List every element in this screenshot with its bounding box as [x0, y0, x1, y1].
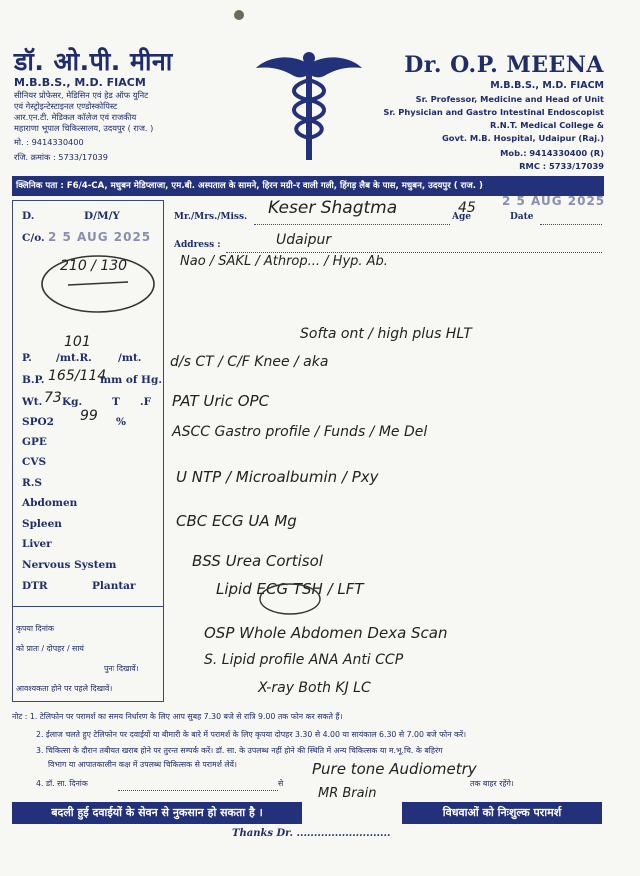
- hand-line-3: d/s CT / C/F Knee / aka: [170, 354, 329, 370]
- hand-line-5: ASCC Gastro profile / Funds / Me Del: [172, 424, 428, 440]
- show-again-text: पुनः दिखावें।: [104, 664, 139, 673]
- label-spo2: SPO2: [22, 416, 54, 428]
- hand-line-14: MR Brain: [318, 786, 377, 801]
- need-earlier-text: आवश्यकता होने पर पहले दिखावें।: [16, 684, 113, 693]
- label-f: .F: [140, 396, 152, 408]
- hand-line-11: S. Lipid profile ANA Anti CCP: [204, 652, 404, 668]
- note-4b: से: [278, 779, 284, 788]
- hand-line-9: Lipid ECG TSH / LFT: [216, 580, 364, 598]
- patient-age-value: 45: [458, 200, 476, 216]
- label-d: D.: [22, 210, 35, 222]
- label-t: T: [112, 396, 120, 408]
- label-co: C/o.: [22, 232, 45, 244]
- label-plantar: Plantar: [92, 580, 136, 592]
- degree-hindi: M.B.B.S., M.D. FIACM: [14, 76, 146, 89]
- label-wt-unit: Kg.: [62, 396, 83, 408]
- english-line-3: R.N.T. Medical College &: [490, 120, 604, 130]
- left-panel-divider: [12, 606, 164, 607]
- english-line-4: Govt. M.B. Hospital, Udaipur (Raj.): [441, 133, 604, 143]
- note-4a: 4. डॉ. सा. दिनांक: [36, 779, 88, 788]
- label-dmy: D/M/Y: [84, 210, 120, 222]
- label-age: Age: [452, 212, 472, 222]
- visit-time-text: को प्रातः / दोपहर / सायं: [16, 644, 84, 653]
- hindi-mobile: मो. : 9414330400: [14, 137, 84, 147]
- hand-line-2: Softa ont / high plus HLT: [300, 326, 472, 342]
- caduceus-logo: [254, 44, 364, 164]
- patient-name-line: [254, 224, 450, 225]
- hindi-line-2: एवं गेस्ट्रोइन्टेस्टाइनल एण्डोस्कोपिस्ट: [14, 101, 118, 111]
- hand-line-12: X-ray Both KJ LC: [258, 680, 371, 696]
- date-line: [540, 224, 602, 225]
- note-3b: विभाग या आपातकालीन कक्ष में उपलब्ध चिकित्सक से परामर्श लेवें।: [48, 760, 237, 769]
- address-value: Udaipur: [276, 232, 332, 248]
- hindi-reg: रजि. क्रमांक : 5733/17039: [14, 152, 108, 162]
- punch-hole: [234, 10, 244, 20]
- english-line-1: Sr. Professor, Medicine and Head of Unit: [415, 94, 604, 104]
- spo2-value: 99: [80, 408, 98, 424]
- hand-line-8: BSS Urea Cortisol: [192, 552, 323, 570]
- label-p-unit: /mt.R.: [56, 352, 92, 364]
- hand-line-4: PAT Uric OPC: [172, 392, 270, 410]
- wt-value: 73: [44, 390, 62, 406]
- hand-line-1: Nao / SAKL / Athrop... / Hyp. Ab.: [180, 254, 388, 269]
- patient-name-value: Keser Shagtma: [268, 198, 398, 218]
- exam-rs: R.S: [22, 477, 42, 489]
- hindi-line-3: आर.एन.टी. मेडिकल कॉलेज एवं राजकीय: [14, 112, 137, 122]
- label-bp-unit: mm of Hg.: [100, 374, 162, 386]
- note-1: नोट : 1. टेलिफोन पर परामर्श का समय निर्धारण के लिए आप सुबह 7.30 बजे से रात्रि 9.00 तक फोन कर सकते हैं।: [12, 712, 343, 721]
- degree-english: M.B.B.S., M.D. FIACM: [490, 80, 604, 91]
- exam-nervous: Nervous System: [22, 559, 117, 571]
- doctor-name-hindi: डॉ. ओ.पी. मीना: [14, 47, 173, 76]
- exam-gpe: GPE: [22, 436, 47, 448]
- circled-note-text: 210 / 130: [60, 258, 128, 274]
- note-2: 2. ईलाज चलते हुए टेलिफोन पर दवाईयों या बीमारी के बारे में परामर्श के लिए कृपया दोपहर 3.30 से 4.00 या सायंकाल 6.30 से 7.00 बजे फोन करें।: [36, 730, 467, 739]
- hand-line-13: Pure tone Audiometry: [312, 760, 477, 778]
- clinic-address-banner: क्लिनिक पता : F6/4-CA, मधुबन मेडिप्लाजा, एम.बी. अस्पताल के सामने, हिरन मग्री-र वाली गली, हिंगड़ लैब के पास, मधुबन, उदयपुर ( राज. ): [12, 176, 604, 196]
- thanks-dr: Thanks Dr. ...........................: [232, 828, 391, 839]
- circled-lipid: [258, 582, 322, 616]
- label-dtr: DTR: [22, 580, 48, 592]
- label-date: Date: [510, 212, 534, 222]
- note-4c: तक बाहर रहेंगे।: [470, 779, 514, 788]
- label-patient-name: Mr./Mrs./Miss.: [174, 212, 248, 222]
- bp-value: 165/114: [48, 368, 107, 384]
- visit-date-text: कृपया दिनांक: [16, 624, 54, 633]
- hand-line-7: CBC ECG UA Mg: [176, 512, 297, 530]
- exam-abdomen: Abdomen: [22, 497, 78, 509]
- hand-line-10: OSP Whole Abdomen Dexa Scan: [204, 624, 448, 642]
- note-3a: 3. चिकित्सा के दौरान तबीयत खराब होने पर तुरन्त सम्पर्क करें। डॉ. सा. के उपलब्ध नहीं होने की स्थिति में अन्य चिकित्सक या म.भू.चि. के बहिरंग: [36, 746, 443, 755]
- label-r-unit: /mt.: [118, 352, 142, 364]
- address-line: [226, 252, 602, 253]
- footer-warning: बदली हुई दवाईयों के सेवन से नुकसान हो सकता है ।: [12, 802, 302, 824]
- pulse-value: 101: [64, 334, 91, 350]
- exam-cvs: CVS: [22, 456, 47, 468]
- hand-line-6: U NTP / Microalbumin / Pxy: [176, 468, 379, 486]
- doctor-name-english: Dr. O.P. MEENA: [404, 52, 604, 78]
- label-bp: B.P.: [22, 374, 45, 386]
- footer-widow-consult: विधवाओं को निःशुल्क परामर्श: [402, 802, 602, 824]
- english-rmc: RMC : 5733/17039: [519, 161, 604, 171]
- label-spo2-unit: %: [116, 416, 126, 428]
- english-mobile: Mob.: 9414330400 (R): [500, 148, 604, 158]
- exam-liver: Liver: [22, 538, 52, 550]
- hindi-line-1: सीनियर प्रोफेसर, मेडिसिन एवं हेड ऑफ युनिट: [14, 90, 149, 100]
- date-stamp-left: 2 5 AUG 2025: [48, 230, 152, 244]
- label-address: Address :: [174, 240, 221, 250]
- english-line-2: Sr. Physician and Gastro Intestinal Endoscopist: [383, 107, 604, 117]
- label-wt: Wt.: [22, 396, 43, 408]
- exam-spleen: Spleen: [22, 518, 62, 530]
- note-4-line: [118, 790, 278, 791]
- hindi-line-4: महाराणा भूपाल चिकित्सालय, उदयपुर ( राज. ): [14, 123, 154, 133]
- date-stamp-right: 2 5 AUG 2025: [502, 194, 606, 208]
- label-p: P.: [22, 352, 32, 364]
